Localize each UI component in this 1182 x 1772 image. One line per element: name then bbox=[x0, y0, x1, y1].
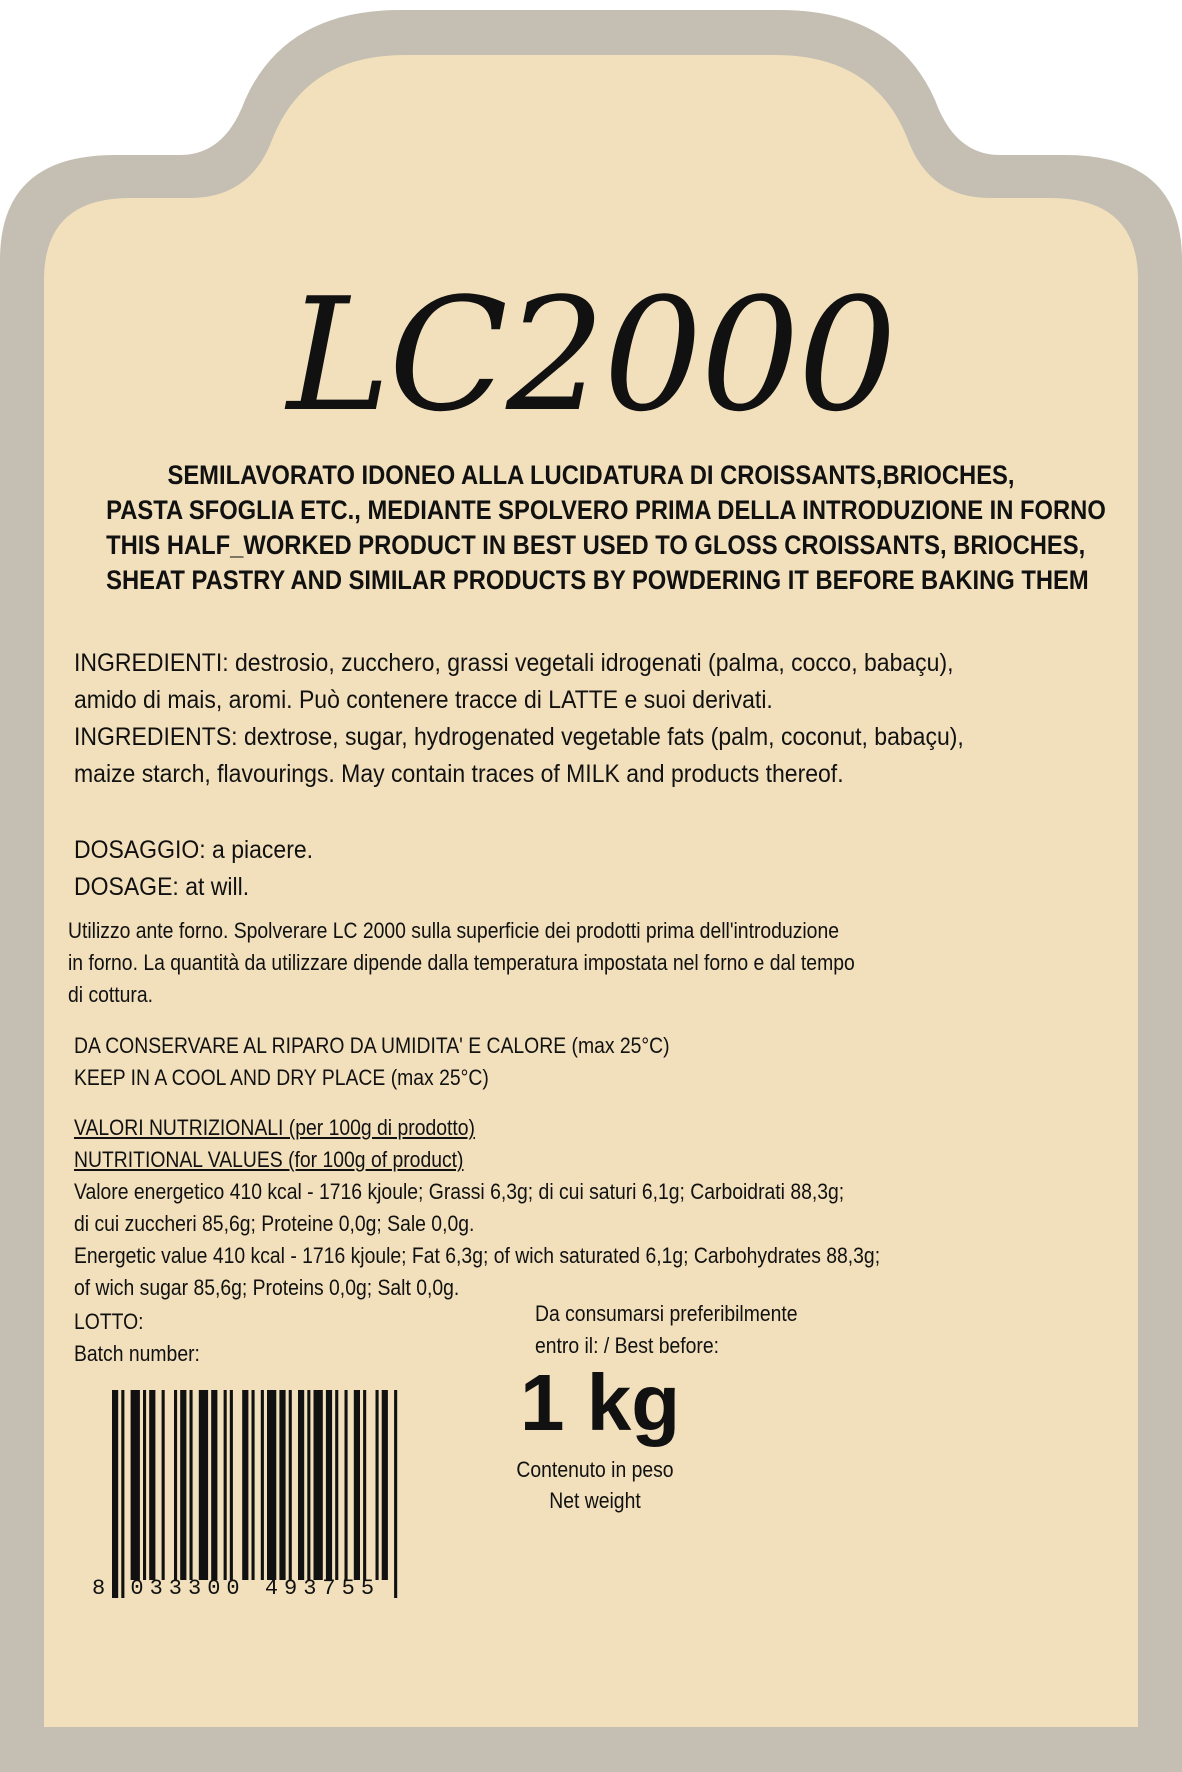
nutrition-heading-it: VALORI NUTRIZIONALI (per 100g di prodotto) bbox=[74, 1115, 475, 1140]
barcode-bar bbox=[326, 1390, 332, 1580]
nutrition-line: Valore energetico 410 kcal - 1716 kjoule; Grassi 6,3g; di cui saturi 6,1g; Carboidrati 88,3g; bbox=[74, 1179, 845, 1204]
barcode-bar bbox=[199, 1390, 208, 1580]
barcode-bar bbox=[121, 1390, 124, 1598]
ingredients-block bbox=[74, 645, 1041, 793]
nutrition-line: di cui zuccheri 85,6g; Proteine 0,0g; Sale 0,0g. bbox=[74, 1211, 475, 1236]
barcode-bar bbox=[354, 1390, 360, 1580]
net-weight-caption bbox=[470, 1454, 720, 1516]
barcode-bar bbox=[376, 1390, 379, 1580]
net-weight-value: 1 kg bbox=[520, 1358, 681, 1447]
barcode-bar bbox=[267, 1390, 276, 1580]
barcode-bar bbox=[131, 1390, 140, 1580]
product-title: LC2000 bbox=[287, 264, 895, 446]
weight-caption-line: Contenuto in peso bbox=[516, 1457, 674, 1482]
barcode-bar bbox=[335, 1390, 338, 1580]
barcode-digits: 8 033300 493755 bbox=[92, 1576, 381, 1601]
barcode-bar bbox=[162, 1390, 165, 1580]
barcode-bar bbox=[211, 1390, 217, 1580]
barcode-bar bbox=[314, 1390, 323, 1580]
barcode-bar bbox=[149, 1390, 155, 1580]
barcode-bar bbox=[261, 1390, 264, 1580]
barcode-bar bbox=[190, 1390, 193, 1580]
barcode-bar bbox=[242, 1390, 248, 1580]
barcode-bar bbox=[394, 1390, 397, 1598]
barcode-bar bbox=[382, 1390, 388, 1580]
best-before-line: entro il: / Best before: bbox=[535, 1333, 720, 1358]
best-before-block bbox=[535, 1298, 833, 1362]
nutrition-heading-en: NUTRITIONAL VALUES (for 100g of product) bbox=[74, 1147, 464, 1172]
barcode-bar bbox=[224, 1390, 227, 1580]
barcode-bar bbox=[230, 1390, 233, 1580]
description-line: SHEAT PASTRY AND SIMILAR PRODUCTS BY POWDERING IT BEFORE BAKING THEM bbox=[106, 565, 1089, 595]
ingredients-line: INGREDIENTS: dextrose, sugar, hydrogenated vegetable fats (palm, coconut, babaçu), bbox=[74, 723, 964, 751]
barcode-bar bbox=[252, 1390, 255, 1580]
usage-line: in forno. La quantità da utilizzare dipende dalla temperatura impostata nel forno e dal tempo bbox=[68, 950, 855, 975]
dosage-line: DOSAGE: at will. bbox=[74, 873, 250, 901]
barcode-bar bbox=[345, 1390, 348, 1580]
barcode-bar bbox=[143, 1390, 146, 1580]
barcode-bar bbox=[298, 1390, 304, 1580]
best-before-line: Da consumarsi preferibilmente bbox=[535, 1301, 798, 1326]
nutrition-line: Energetic value 410 kcal - 1716 kjoule; Fat 6,3g; of wich saturated 6,1g; Carbohydrates 88,3g; bbox=[74, 1243, 881, 1268]
usage-line: di cottura. bbox=[68, 982, 154, 1007]
barcode-bar bbox=[174, 1390, 177, 1580]
barcode-bar bbox=[180, 1390, 186, 1580]
storage-block bbox=[74, 1030, 751, 1094]
batch-label: Batch number: bbox=[74, 1341, 200, 1366]
usage-block bbox=[68, 915, 962, 1011]
dosage-block bbox=[74, 832, 334, 906]
description-line: THIS HALF_WORKED PRODUCT IN BEST USED TO GLOSS CROISSANTS, BRIOCHES, bbox=[106, 530, 1086, 560]
product-description bbox=[40, 458, 1142, 598]
ingredients-line: amido di mais, aromi. Può contenere tracce di LATTE e suoi derivati. bbox=[74, 686, 773, 714]
dosage-line: DOSAGGIO: a piacere. bbox=[74, 836, 314, 864]
lot-label: LOTTO: bbox=[74, 1309, 144, 1334]
barcode-bar bbox=[307, 1390, 310, 1580]
barcode-icon bbox=[112, 1390, 397, 1598]
description-line: PASTA SFOGLIA ETC., MEDIANTE SPOLVERO PRIMA DELLA INTRODUZIONE IN FORNO bbox=[106, 495, 1106, 525]
storage-line: KEEP IN A COOL AND DRY PLACE (max 25°C) bbox=[74, 1065, 489, 1090]
barcode-bar bbox=[289, 1390, 292, 1580]
ingredients-line: maize starch, flavourings. May contain traces of MILK and products thereof. bbox=[74, 760, 844, 788]
nutrition-line: of wich sugar 85,6g; Proteins 0,0g; Salt 0,0g. bbox=[74, 1275, 460, 1300]
description-line: SEMILAVORATO IDONEO ALLA LUCIDATURA DI CROISSANTS,BRIOCHES, bbox=[167, 460, 1015, 490]
barcode-bar bbox=[112, 1390, 118, 1598]
ingredients-line: INGREDIENTI: destrosio, zucchero, grassi vegetali idrogenati (palma, cocco, babaçu), bbox=[74, 649, 954, 677]
barcode-bar bbox=[279, 1390, 285, 1580]
weight-caption-line: Net weight bbox=[549, 1488, 641, 1513]
storage-line: DA CONSERVARE AL RIPARO DA UMIDITA' E CALORE (max 25°C) bbox=[74, 1033, 670, 1058]
nutrition-block bbox=[74, 1112, 990, 1304]
lot-block bbox=[74, 1306, 217, 1370]
barcode-bar bbox=[363, 1390, 366, 1580]
usage-line: Utilizzo ante forno. Spolverare LC 2000 sulla superficie dei prodotti prima dell'introduzione bbox=[68, 918, 839, 943]
